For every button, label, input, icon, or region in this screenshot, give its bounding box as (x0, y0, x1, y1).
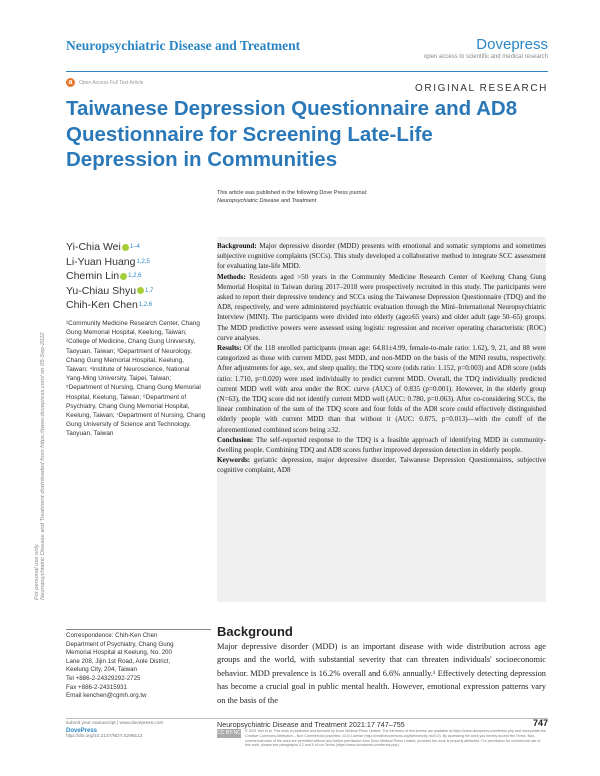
page-number: 747 (532, 718, 548, 728)
author-affil: 1–4 (129, 244, 140, 250)
author-name[interactable]: Chemin Lin (66, 270, 120, 282)
open-access-text: Open Access Full Text Article (79, 79, 144, 86)
affiliations: ¹Community Medicine Research Center, Chang Gung Memorial Hospital, Keelung, Taiwan; ²College of Medicine, Chang Gung University, Taoyuan, Taiwan; ³Department of Neurology, Chang Gung Memorial Hospital, Keelung, Taiwan; ⁴Institute of Neuroscience, National Yang-Ming University, Taipei, Taiwan; ⁵Department of Nursing, Chang Gung Memorial Hospital, Keelung, Taiwan; ⁶Department of Psychiatry, Chang Gung Memorial Hospital, Keelung, Taiwan; ⁷Department of Nursing, Chang Gung University of Science and Technology, Taoyuan, Taiwan (66, 320, 206, 438)
orcid-icon[interactable] (137, 287, 144, 294)
author[interactable] (66, 240, 153, 255)
correspondence-line: Memorial Hospital at Keelung, No. 200 (66, 649, 172, 657)
author[interactable] (66, 298, 153, 313)
author-name[interactable]: Li-Yuan Huang (66, 255, 136, 268)
author[interactable] (66, 284, 153, 299)
doi-link[interactable]: http://doi.org/10.2147/NDT.S298113 (66, 734, 143, 740)
header-divider (66, 71, 548, 72)
abstract-conclusion: Conclusion: The self-reported response to the TDQ is a feasible approach of identifying MDD in community-dwelling people. Combining TDQ and AD8 scores further improved depression detection in elderly people. (217, 435, 546, 455)
correspondence-line: Lane 208, Jijin 1st Road, Anle District, (66, 657, 171, 665)
section-heading-background: Background (217, 624, 293, 639)
license-text: © 2021 Wei et al. This work is published and licensed by Dove Medical Press Limited. The full terms of this license are available at https://www.dovepress.com/terms.php and incorporate the Creative Commons Attribution – Non Commercial (unported, v3.0) License (http://creativecommons.org/licenses/by-nc/3.0/). By accessing the work you hereby accept the Terms. Non-commercial uses of the work are permitted without any further permission from Dove Medical Press Limited, provided the work is properly attributed. For permission for commercial use of this work, please see paragraphs 4.2 and 5 of our Terms (https://www.dovepress.com/terms.php). (245, 729, 546, 748)
author-name[interactable]: Yi-Chia Wei (66, 241, 121, 253)
open-access-icon: a (66, 78, 75, 87)
publication-note-line: This article was published in the following Dove Press journal: (217, 190, 368, 196)
submit-link[interactable]: submit your manuscript | www.dovepress.com (66, 721, 164, 726)
abstract-background: Background: Major depressive disorder (MDD) presents with emotional and somatic symptoms and sometimes subjective cognitive complaints (SCCs). This study developed a collaborative method to integrate SCC assessment for evaluating late-life MDD. (217, 242, 546, 271)
abstract-text (217, 241, 546, 476)
background-paragraph: Major depressive disorder (MDD) is an important disease with wide distribution across age groups and the world, with substantial severity that can threaten individuals' socioeconomic behavior. MDD prevalence is 16.2% overall and 6.6% annually.¹ Effectively detecting depression has become a crucial goal in public mental health. However, emotional expression patterns vary on the basis of the (217, 642, 546, 705)
author-affil: 1,7 (145, 287, 154, 294)
author-list (66, 240, 153, 313)
correspondence-line: Fax +886-2-24315931 (66, 683, 128, 691)
correspondence-line: Correspondence: Chih-Ken Chen (66, 632, 158, 639)
author[interactable] (66, 255, 153, 270)
publisher-logo[interactable]: Dovepress (476, 36, 548, 53)
open-access-label (66, 78, 143, 87)
abstract-methods: Methods: Residents aged >50 years in the Community Medicine Research Center of Keelung Chang Gung Memorial Hospital in Taiwan during 2017–2018 were prospectively recruited in this study. The participants were asked to report their depressive tendency and SCCs using the Taiwanese Depression Questionnaire (TDQ) and the AD8, respectively, and were administered psychiatric evaluation through the Mini–International Neuropsychiatric Interview (MINI). The participants were divided into elderly (age≥65 years) and older adult (age 50–65) groups. The MDD predictive powers were assessed using logistic regression and receiver operating characteristic (ROC) curve analyses. (217, 272, 546, 342)
article-title: Taiwanese Depression Questionnaire and AD8 Questionnaire for Screening Late-Life Depression in Communities (66, 97, 518, 171)
footer-divider (66, 718, 548, 719)
correspondence-email[interactable]: Email kenchen@cgmh.org.tw (66, 692, 147, 700)
author-name[interactable]: Chih-Ken Chen (66, 299, 138, 311)
publisher-tagline: open access to scientific and medical research (423, 54, 548, 60)
creative-commons-icon[interactable]: CC BY-NC (217, 730, 241, 736)
author[interactable] (66, 269, 153, 284)
correspondence-divider (66, 629, 211, 630)
correspondence-line: Keelung City, 204, Taiwan (66, 666, 137, 674)
dovepress-logo[interactable]: DovePress (66, 727, 98, 734)
license-block (217, 729, 546, 748)
footer-left (66, 721, 163, 741)
orcid-icon[interactable] (120, 273, 127, 280)
correspondence (66, 632, 211, 701)
publication-note-journal[interactable]: Neuropsychiatric Disease and Treatment (217, 197, 317, 204)
side-download-text: Neuropsychiatric Disease and Treatment downloaded from https://www.dovepress.com/ on 05-Sep-2022 (40, 332, 46, 600)
correspondence-line: Tel +886-2-24329292-2725 (66, 674, 141, 682)
journal-name[interactable]: Neuropsychiatric Disease and Treatment (66, 38, 301, 53)
article-type: ORIGINAL RESEARCH (415, 83, 548, 94)
abstract-keywords: Keywords: geriatric depression, major depressive disorder, Taiwanese Depression Questionnaires, subjective cognitive complaint, AD8 (217, 456, 546, 475)
footer-citation: Neuropsychiatric Disease and Treatment 2021:17 747–755 (217, 720, 405, 729)
author-affil: 1,2,6 (138, 302, 153, 308)
author-affil: 1,2,6 (128, 273, 142, 279)
side-download-note (30, 180, 44, 600)
publication-note (217, 190, 367, 205)
author-name[interactable]: Yu-Chiau Shyu (66, 284, 137, 297)
correspondence-line: Department of Psychiatry, Chang Gung (66, 640, 174, 648)
side-personal-use: For personal use only. (34, 543, 40, 600)
orcid-icon[interactable] (122, 244, 129, 251)
abstract-results: Results: Of the 118 enrolled participants (mean age: 64.81±4.99, female-to-male ratio: 1.62), 9, 21, and 88 were categorized as those with current MDD, past MDD, and non-MDD on the basis of the MINI results, respectively. After adjustments for age, sex, and sleep quality, the TDQ score (odds ratio: 1.152, p=0.003) and AD8 score (odds ratio: 1.710, p=0.020) were used individually to predict current MDD. Overall, the TDQ individually predicted current MDD well with area under the ROC curve (AUC) of 0.835 (p=0.001). However, in the elderly group (N=63), the TDQ score did not identify current MDD well (AUC: 0.780, p=0.063). After co-considering SCCs, the linear combination of the sum of the TDQ score and four folds of the AD8 score could effectively distinguished elderly people with current MDD than that without it (AUC: 0.875, p=0.013)—with the cutoff of the aforementioned combined score being ≥32. (217, 344, 546, 434)
author-affil: 1,2,5 (136, 258, 150, 265)
